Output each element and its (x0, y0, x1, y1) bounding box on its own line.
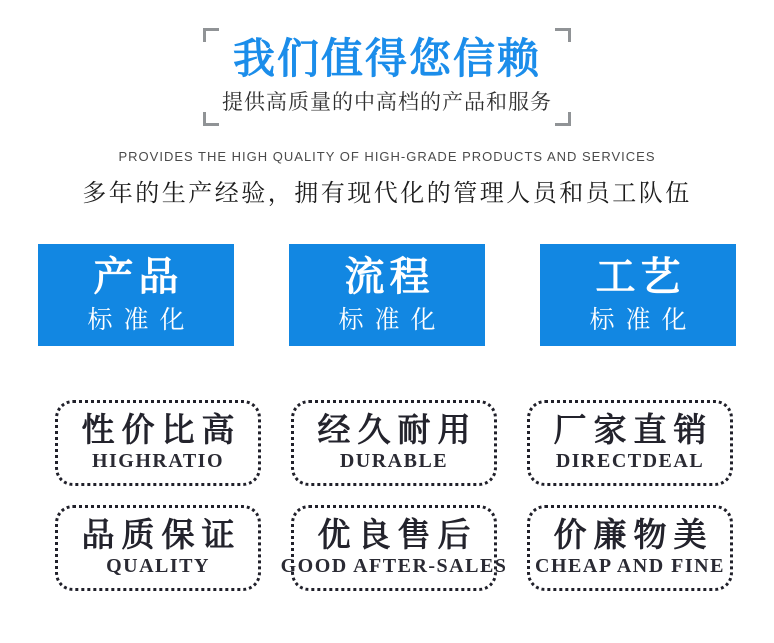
badge-label-en: DURABLE (339, 450, 449, 473)
badge-label-en: HIGHRATIO (91, 450, 225, 473)
badge-factory-direct (527, 400, 733, 486)
standard-card-title: 流程 (344, 255, 435, 299)
corner-bracket-top-left-icon (203, 28, 219, 42)
badge-label-en: DIRECTDEAL (555, 450, 705, 473)
caption-chinese: 多年的生产经验，拥有现代化的管理人员和员工队伍 (82, 180, 692, 207)
standard-card-process (289, 244, 485, 346)
feature-badges-grid (55, 400, 733, 591)
standard-card-subtitle: 标准化 (87, 306, 196, 334)
badge-label-zh: 厂家直销 (553, 412, 714, 449)
badge-label-zh: 价廉物美 (553, 517, 714, 554)
badge-label-zh: 优良售后 (317, 517, 478, 554)
badge-label-en: GOOD AFTER-SALES (280, 555, 508, 578)
badge-label-zh: 经久耐用 (317, 412, 478, 449)
corner-bracket-top-right-icon (555, 28, 571, 42)
badge-label-zh: 品质保证 (81, 517, 242, 554)
standard-card-craft (540, 244, 736, 346)
badge-label-zh: 性价比高 (81, 412, 242, 449)
hero-header (203, 28, 571, 126)
standardization-cards-row (38, 244, 736, 346)
trust-banner-section (0, 28, 774, 591)
badge-cheap-and-fine (527, 505, 733, 591)
standard-card-title: 工艺 (595, 255, 686, 299)
badge-durable (291, 400, 497, 486)
badge-good-after-sales (280, 505, 508, 591)
caption-english: PROVIDES THE HIGH QUALITY OF HIGH-GRADE PRODUCTS AND SERVICES (118, 149, 656, 164)
trust-banner-page (0, 28, 774, 643)
standard-card-title: 产品 (93, 255, 184, 299)
standard-card-subtitle: 标准化 (589, 306, 698, 334)
corner-bracket-bottom-left-icon (203, 112, 219, 126)
hero-subtitle: 提供高质量的中高档的产品和服务 (222, 91, 552, 115)
badge-high-cost-performance (55, 400, 261, 486)
badge-quality-guarantee (55, 505, 261, 591)
standard-card-subtitle: 标准化 (338, 306, 447, 334)
badge-label-en: CHEAP AND FINE (535, 555, 725, 578)
hero-title: 我们值得您信赖 (232, 35, 541, 82)
corner-bracket-bottom-right-icon (555, 112, 571, 126)
badge-label-en: QUALITY (106, 555, 210, 578)
standard-card-product (38, 244, 234, 346)
